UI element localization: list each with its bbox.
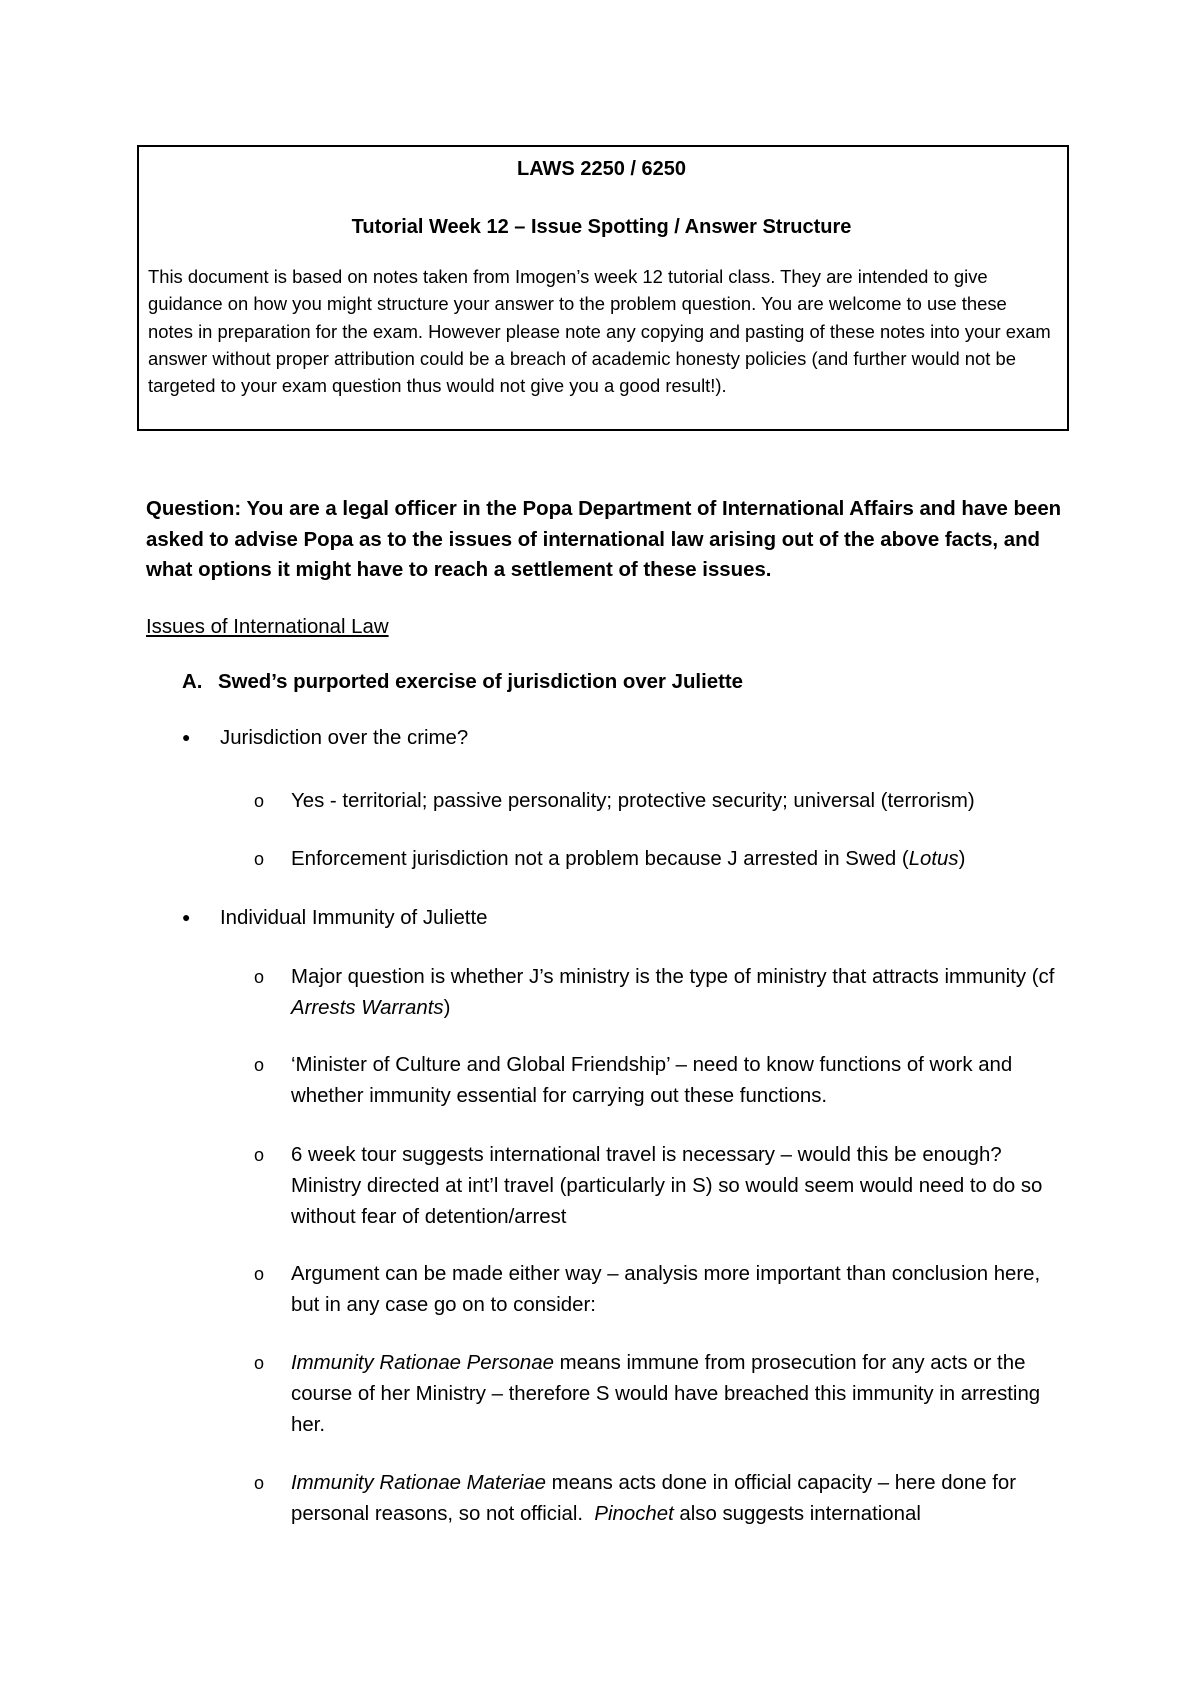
sub-point-materiae [254,1468,1074,1530]
header-disclaimer: This document is based on notes taken from Imogen’s week 12 tutorial class. They are intended to give guidance on how you might structure your answer to the problem question. You are welcome to use these notes in preparation for the exam. However please note any copying and pasting of these notes into your exam answer without proper attribution could be a breach of academic honesty policies (and further would not be targeted to your exam question thus would not give you a good result!). [148,266,1051,397]
sub-point-territorial [254,786,1074,817]
sub-text-part: Major question is whether J’s ministry is the type of ministry that attracts immunity (cf [291,966,1055,988]
sub-text-part: means acts done in official capacity – here done for personal reasons, so not official. [291,1472,1022,1525]
sub-marker: o [254,967,265,987]
issue-a-title: Swed’s purported exercise of jurisdiction over Juliette [218,671,744,693]
sub-point-personae [254,1348,1074,1441]
sub-marker: o [254,1145,265,1165]
sub-text: 6 week tour suggests international travel is necessary – would this be enough? Ministry directed at int’l travel (particularly in S) so would seem would need to do so without fear of detention/arrest [291,1144,1043,1228]
sub-text: ‘Minister of Culture and Global Friendship’ – need to know functions of work and whether immunity essential for carrying out these functions. [291,1054,1013,1107]
sub-point-tour [254,1140,1074,1233]
section-heading: Issues of International Law [146,616,389,638]
bullet-text: Individual Immunity of Juliette [220,907,488,929]
sub-text-part: ) [443,997,451,1019]
sub-text-part: Enforcement jurisdiction not a problem because J arrested in Swed ( [291,848,909,870]
bullet-text: Jurisdiction over the crime? [220,727,469,749]
header-box [137,145,1069,431]
sub-marker: o [254,1473,265,1493]
sub-text: Argument can be made either way – analysis more important than conclusion here, but in any case go on to consider: [291,1263,1041,1316]
sub-text-part: also suggests international [673,1503,921,1525]
tutorial-title: Tutorial Week 12 – Issue Spotting / Answer Structure [351,216,852,238]
case-name: Arrests Warrants [291,997,444,1019]
sub-marker: o [254,1055,265,1075]
case-name: Lotus [908,848,959,870]
course-code: LAWS 2250 / 6250 [517,158,686,180]
bullet-immunity [182,902,487,933]
case-name: Pinochet [594,1503,674,1525]
sub-text-part: means immune from prosecution for any acts or the course of her Ministry – therefore S would have breached this immunity in arresting her. [291,1352,1041,1436]
sub-text: Yes - territorial; passive personality; protective security; universal (terrorism) [291,790,975,812]
issue-a-letter: A. [182,671,203,693]
bullet-marker: ● [182,909,191,925]
bullet-marker: ● [182,729,191,745]
sub-marker: o [254,849,265,869]
problem-question: Question: You are a legal officer in the Popa Department of International Affairs and have been asked to advise Popa as to the issues of international law arising out of the above facts, and what options it might have to reach a settlement of these issues. [146,498,1062,581]
sub-text [291,962,1074,1024]
legal-term: Immunity Rationae Materiae [291,1472,546,1494]
legal-term: Immunity Rationae Personae [291,1352,554,1374]
sub-text-part: ) [958,848,966,870]
sub-marker: o [254,1264,265,1284]
sub-text [291,844,1074,875]
issue-a-heading [182,667,743,697]
sub-point-minister-culture [254,1050,1074,1112]
sub-marker: o [254,791,265,811]
bullet-jurisdiction [182,722,468,753]
sub-point-ministry-type [254,962,1074,1024]
sub-marker: o [254,1353,265,1373]
sub-text [291,1348,1074,1441]
sub-text [291,1468,1074,1530]
sub-point-enforcement [254,844,1074,875]
sub-point-argument [254,1259,1074,1321]
